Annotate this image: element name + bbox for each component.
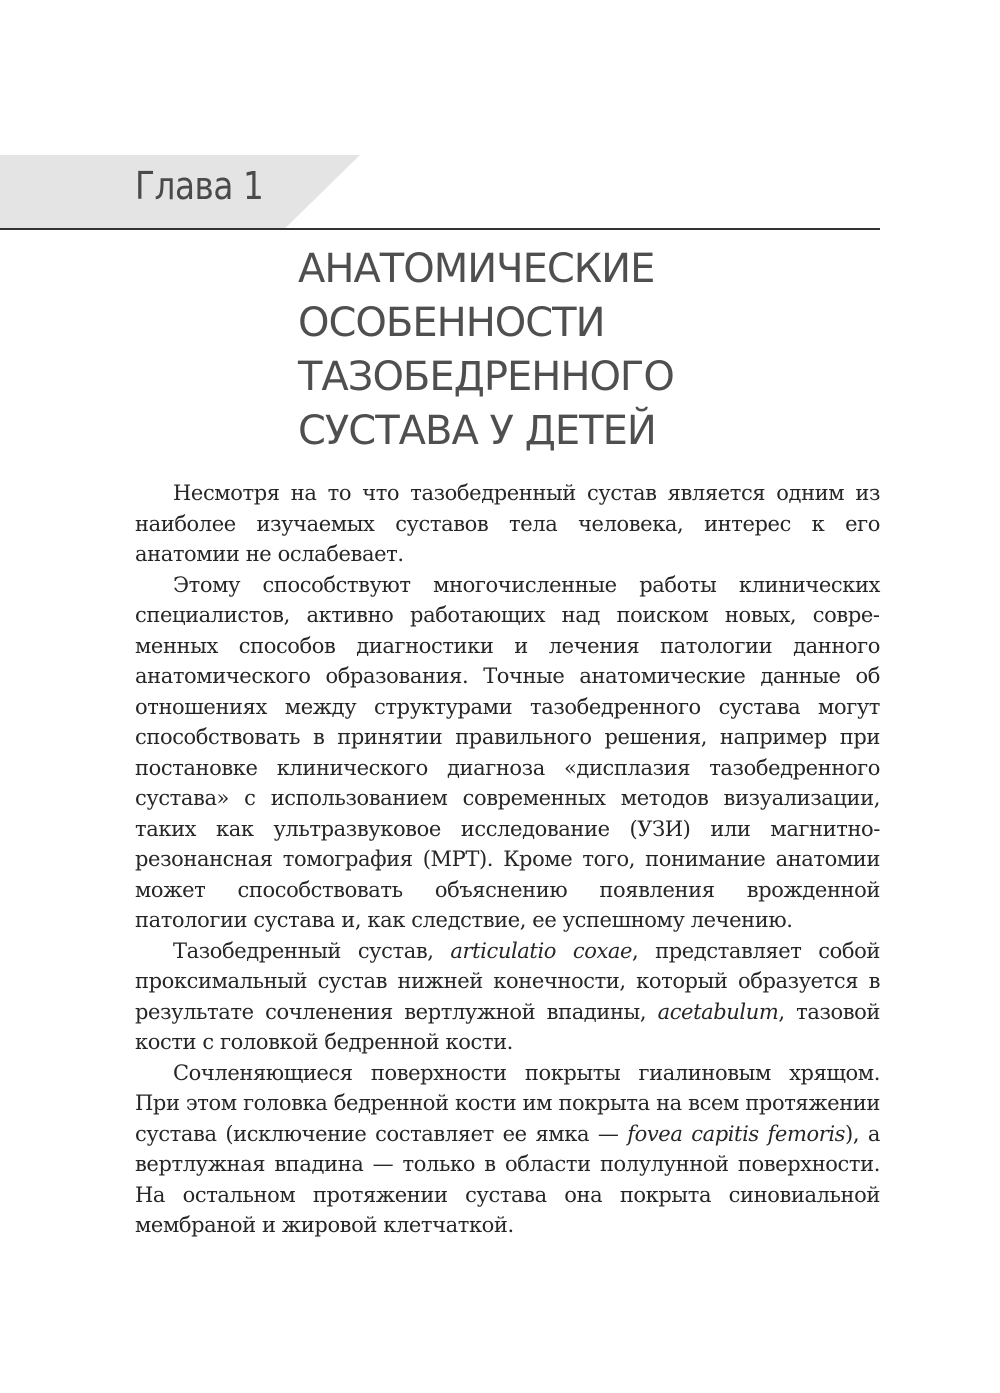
text-run: , тазовой кости с головкой бедренной кости. [135,999,880,1054]
chapter-rule [0,228,880,230]
chapter-title-line: СУСТАВА У ДЕТЕЙ [298,408,656,454]
text-run: Сочленяющиеся поверхности покрыты гиалиновым хрящом. При этом головка бедренной кости им покрыта на всем протяжении сустава (исключение составляет ее ямка — [135,1060,880,1146]
text-run: Тазобедренный сустав, [173,938,451,963]
chapter-title [298,242,898,458]
body-text [135,478,880,1241]
paragraph-2: Этому способствуют многочисленные работы клинических специалистов, активно работающих над поиском новых, современных способов диагностики и лечения патологии данного анатомического образования. Точные анатомические данные об отношениях между структурами тазобедренного сустава могут способствовать в принятии правильного решения, например при постановке клинического диагноза «дисплазия тазобедренного сустава» с использованием современных методов визуализации, таких как ультразвуковое исследование (УЗИ) или магнитно-резонансная томография (МРТ). Кроме того, понимание анатомии может способствовать объяснению появления врожденной патологии сустава и, как следствие, ее успешному лечению. [135,572,880,932]
chapter-title-line: ТАЗОБЕДРЕННОГО [298,354,674,400]
latin-term: fovea capitis femoris [627,1121,846,1146]
latin-term: articulatio coxae [450,938,633,963]
chapter-label: Глава 1 [135,164,264,208]
latin-term: acetabulum [657,999,779,1024]
chapter-title-line: АНАТОМИЧЕСКИЕ [298,246,655,292]
text-run: , представляет собой проксимальный сустав нижней конечности, который образуется в результате сочленения вертлужной впадины, [135,938,880,1024]
paragraph-4 [135,1058,880,1241]
chapter-title-line: ОСОБЕННОСТИ [298,300,605,346]
text-run: ), а вертлужная впадина — только в области полулунной поверхности. На остальном протяжении сустава она покрыта синовиальной мембраной и жировой клетчаткой. [135,1121,880,1237]
paragraph-3 [135,936,880,1058]
paragraph-1: Несмотря на то что тазобедренный сустав является одним из наиболее изучаемых суставов тела человека, интерес к его анатомии не ослабевает. [135,481,880,566]
